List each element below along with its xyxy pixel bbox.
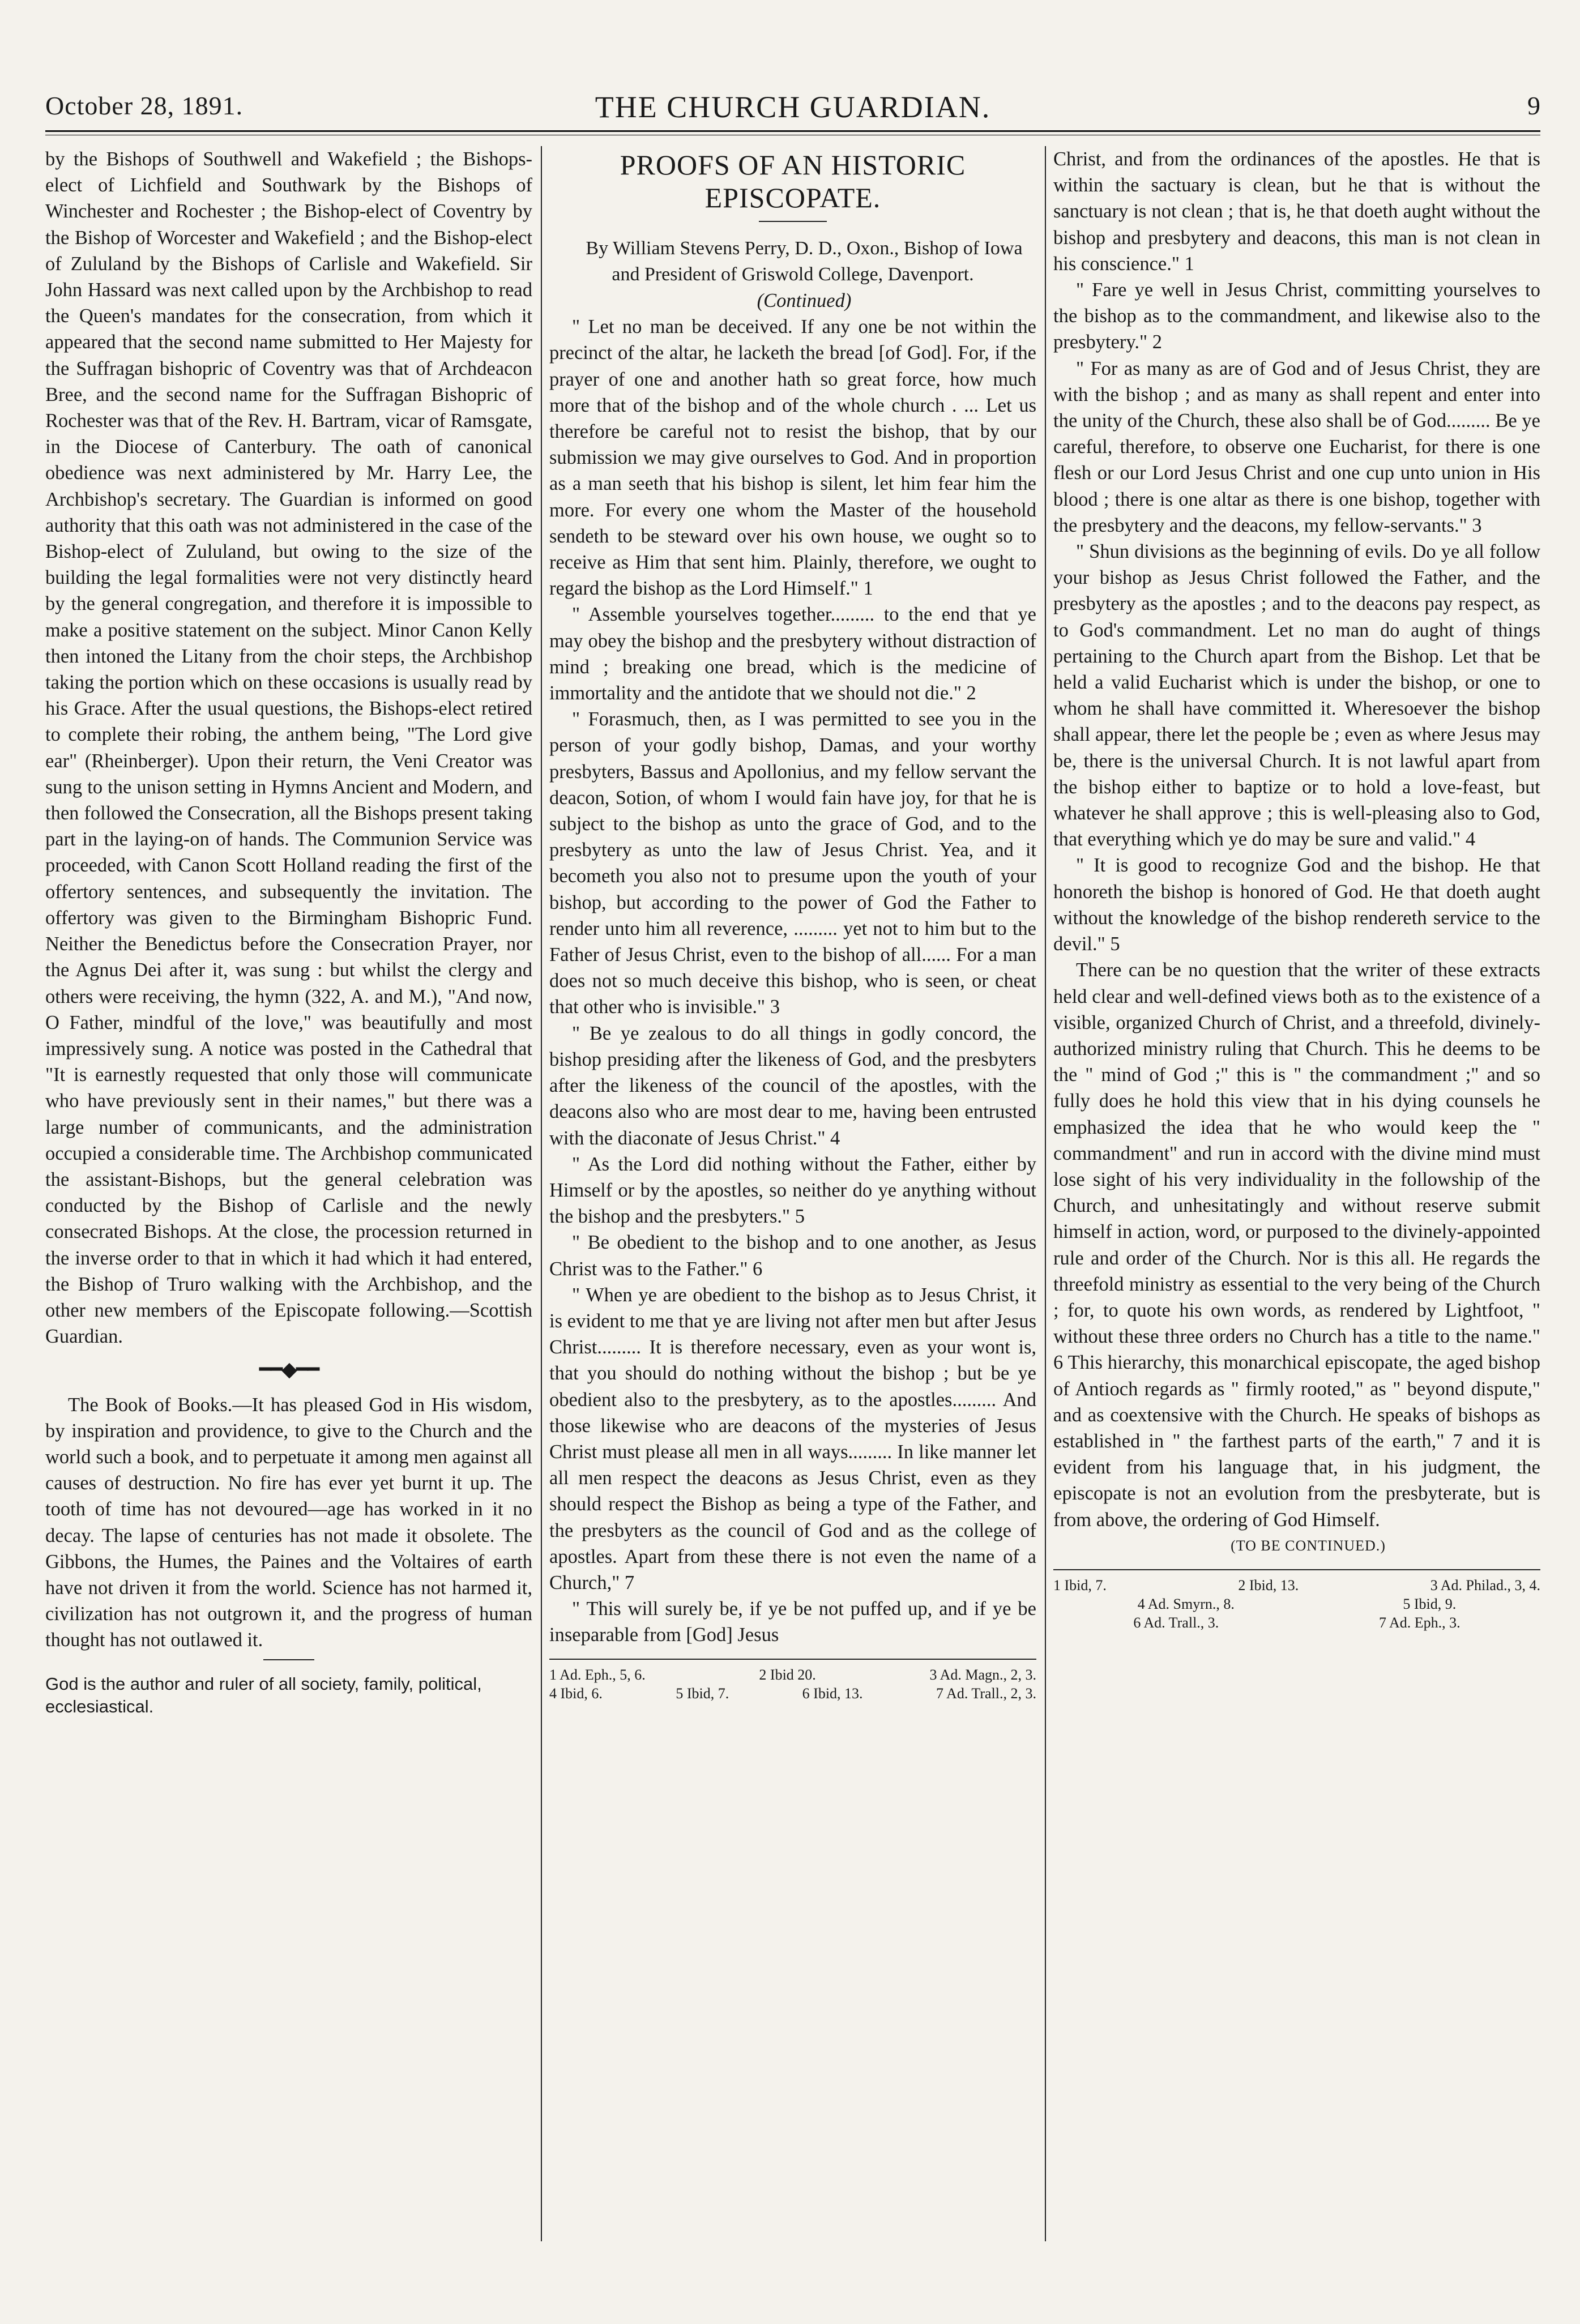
footnote-row [1053, 1595, 1540, 1613]
footnote: 2 Ibid, 13. [1238, 1577, 1299, 1594]
section-ornament: ━━◆━━ [259, 1358, 319, 1381]
footnotes-col3 [1053, 1569, 1540, 1632]
quote-paragraph: " Forasmuch, then, as I was permitted to see you in the person of your godly bishop, Damas, and your worthy presbyters, Bassus and Apollonius, and my fellow servant the deacon, Sotion, of whom I would fain have joy, for that he is subject to the bishop as unto the grace of God, and to the presbytery as unto the law of Jesus Christ. Yea, and it becometh you also not to presume upon the youth of your bishop, but according to the power of God the Father to render unto him all reverence, ......... yet not to him but to the Father of Jesus Christ, even to the bishop of all...... For a man does not so much deceive this bishop, who is seen, or cheat that other who is invisible." 3 [549, 708, 1036, 1018]
closing-note-text: God is the author and ruler of all society, family, political, ecclesiastical. [45, 1673, 482, 1716]
column-divider-1 [541, 146, 542, 2241]
quote-paragraph: Christ, and from the ordinances of the apostles. He that is within the sactuary is clean, but he that is without the sanctuary is not clean ; that is, he that doeth aught without the bishop and presbytery and deacons, this man is not clean in his conscience." 1 [1053, 148, 1540, 275]
footnote: 6 Ad. Trall., 3. [1133, 1614, 1219, 1631]
footnote-rule [1053, 1569, 1540, 1570]
footnote-rule [549, 1659, 1036, 1660]
masthead [45, 85, 1540, 129]
closing-note [45, 1673, 532, 1718]
quote-paragraph: " This will surely be, if ye be not puffed up, and if ye be inseparable from [God] Jesus [549, 1598, 1036, 1646]
column-2 [549, 146, 1036, 2241]
footnotes-col2 [549, 1659, 1036, 1703]
footnote: 7 Ad. Trall., 2, 3. [936, 1685, 1036, 1702]
footnote: 6 Ibid, 13. [802, 1685, 863, 1702]
consecration-report-paragraph: by the Bishops of Southwell and Wakefield ; the Bishops-elect of Lichfield and Southwark by the Bishops of Winchester and Rochester ; the Bishop-elect of Coventry by the Bishop of Worcester and Wakefield ; and the Bishop-elect of Zululand by the Bishops of Carlisle and Wakefield. Sir John Hassard was next called upon by the Archbishop to read the Queen's mandates for the consecration, from which it appeared that the second name submitted to Her Majesty for the Suffragan bishopric of Coventry was that of Archdeacon Bree, and the second name for the Suffragan Bishopric of Rochester was that of the Rev. H. Bartram, vicar of Ramsgate, in the Diocese of Canterbury. The oath of canonical obedience was next administered by Mr. Harry Lee, the Archbishop's secretary. The Guardian is informed on good authority that this oath was not administered in the case of the Bishop-elect of Zululand, but owing to the size of the building the legal formalities were not very distinctly heard by the general congregation, and therefore it is impossible to make a positive statement on the subject. Minor Canon Kelly then intoned the Litany from the choir steps, the Archbishop taking the portion which on these occasions is usually read by his Grace. After the usual questions, the Bishops-elect retired to complete their robing, the anthem being, "The Lord give ear" (Rheinberger). Upon their return, the Veni Creator was sung to the unison setting in Hymns Ancient and Modern, and then followed the Consecration, all the Bishops present taking part in the laying-on of hands. The Communion Service was proceeded, with Canon Scott Holland reading the first of the offertory sentences, and subsequently the invitation. The offertory was given to the Birmingham Bishopric Fund. Neither the Benedictus before the Consecration Prayer, nor the Agnus Dei after it, was sung : but whilst the clergy and others were receiving, the hymn (322, A. and M.), "And now, O Father, mindful of the love," was beautifully and most impressively sung. A notice was posted in the Cathedral that "It is earnestly requested that only those will communicate who have previously sent in their names," but there was a large number of communicants, and the administration occupied a considerable time. The Archbishop communicated the assistant-Bishops, but the general celebration was conducted by the Bishop of Carlisle and the newly consecrated Bishops. At the close, the procession returned in the inverse order to that in which it had which it had entered, the Bishop of Truro walking with the Archbishop, and the other new members of the Episcopate following.—Scottish Guardian. [45, 148, 532, 1348]
quote-paragraph: " When ye are obedient to the bishop as to Jesus Christ, it is evident to me that ye are living not after men but after Jesus Christ......... It is therefore necessary, even as your wont is, that you should do nothing without the bishop ; but be ye obedient also to the presbytery, as to the apostles......... And those likewise who are deacons of the mysteries of Jesus Christ must please all men in all ways......... In like manner let all men respect the deacons as Jesus Christ, even as they should respect the Bishop as being a type of the Father, and the presbyters as the council of God and as the college of apostles. Apart from these there is not even the name of a Church," 7 [549, 1284, 1036, 1594]
quote-paragraph: " Fare ye well in Jesus Christ, committing yourselves to the bishop as to the commandment, and likewise also to the presbytery." 2 [1053, 279, 1540, 353]
page-number: 9 [1527, 91, 1540, 120]
issue-date: October 28, 1891. [45, 91, 244, 120]
footnote-row [1053, 1613, 1540, 1632]
newspaper-title: THE CHURCH GUARDIAN. [595, 90, 991, 124]
quote-paragraph: " Shun divisions as the beginning of evils. Do ye all follow your bishop as Jesus Christ followed the Father, and the presbytery as the apostles ; and to the deacons pay respect, as to God's commandment. Let no man do aught of things pertaining to the Church apart from the Bishop. Let that be held a valid Eucharist which is under the bishop, or one to whom he shall have committed it. Wheresoever the bishop shall appear, there let the people be ; even as where Jesus may be, there is the universal Church. It is not lawful apart from the bishop either to baptize or to hold a love-feast, but whatever he shall approve ; this is well-pleasing also to God, that everything which ye do may be sure and valid." 4 [1053, 541, 1540, 851]
quote-paragraph: " Let no man be deceived. If any one be not within the precinct of the altar, he lacketh the bread [of God]. For, if the prayer of one and another hath so great force, how much more that of the bishop and of the whole church . ... Let us therefore be careful not to resist the bishop, that by our submission we may give ourselves to God. And in proportion as a man seeth that his bishop is silent, let him fear him the more. For every one whom the Master of the household sendeth to be steward over his own house, we ought so to receive as Him that sent him. Plainly, therefore, we ought to regard the bishop as the Lord Himself." 1 [549, 316, 1036, 600]
article-byline: By William Stevens Perry, D. D., Oxon., Bishop of Iowa and President of Griswold College, Davenport. [586, 238, 1023, 285]
quote-paragraph: " Be obedient to the bishop and to one another, as Jesus Christ was to the Father." 6 [549, 1232, 1036, 1280]
footnote-row [549, 1684, 1036, 1703]
to-be-continued-note: (TO BE CONTINUED.) [1231, 1537, 1386, 1554]
footnote: 1 Ad. Eph., 5, 6. [549, 1666, 646, 1683]
footnote: 4 Ad. Smyrn., 8. [1137, 1595, 1235, 1612]
quote-paragraph: " Assemble yourselves together......... to the end that ye may obey the bishop and the presbytery without distraction of mind ; breaking one bread, which is the medicine of immortality and the antidote that we should not die." 2 [549, 604, 1036, 704]
footnote: 5 Ibid, 9. [1403, 1595, 1457, 1612]
column-1 [45, 146, 532, 2241]
quote-paragraph: " As the Lord did nothing without the Father, either by Himself or by the apostles, so neither do ye anything without the bishop and the presbyters." 5 [549, 1153, 1036, 1228]
book-of-books-paragraph: The Book of Books.—It has pleased God in His wisdom, by inspiration and providence, to give to the Church and the world such a book, and to perpetuate it among men against all causes of destruction. No fire has ever yet burnt it up. The tooth of time has not devoured—age has worked in it no decay. The lapse of centuries has not made it obsolete. The Gibbons, the Humes, the Paines and the Voltaires of earth have not driven it from the world. Science has not harmed it, civilization has not outgrown it, and the progress of human thought has not outlawed it. [45, 1394, 532, 1651]
footnote: 3 Ad. Magn., 2, 3. [929, 1666, 1036, 1683]
footnote: 1 Ibid, 7. [1053, 1577, 1107, 1594]
footnote: 4 Ibid, 6. [549, 1685, 603, 1702]
column-divider-2 [1045, 146, 1046, 2241]
footnote: 3 Ad. Philad., 3, 4. [1430, 1577, 1540, 1594]
commentary-paragraph: There can be no question that the writer of these extracts held clear and well-defined views both as to the existence of a visible, organized Church of Christ, and a threefold, divinely-authorized ministry ruling that Church. This he deems to be the " mind of God ;" this is " the commandment ;" and so fully does he hold this view that in his dying counsels he emphasized the idea that he who would keep the " commandment" and run in accord with the divine mind must lose sight of his very individuality in the followship of the Church, and unhesitatingly and without reserve submit himself in action, word, or purposed to the divinely-appointed rule and order of the Church. Nor is this all. He regards the threefold ministry as essential to the very being of the Church ; for, to quote his own words, as rendered by Lightfoot, " without these three orders no Church has a title to the name." 6 This hierarchy, this monarchical episcopate, the aged bishop of Antioch regards as " firmly rooted," as " beyond dispute," and as coextensive with the Church. He speaks of bishops as established in " the farthest parts of the earth," 7 and it is evident from his language that, in his judgment, the episcopate is not an evolution from the presbyterate, but is from above, the ordering of God Himself. [1053, 959, 1540, 1531]
footnote-row [549, 1665, 1036, 1684]
masthead-rule [45, 130, 1540, 132]
footnote-row [1053, 1576, 1540, 1595]
quote-paragraph: " Be ye zealous to do all things in godly concord, the bishop presiding after the likeness of God, and the presbyters after the likeness of the council of the apostles, with the deacons also who are most dear to me, having been entrusted with the diaconate of Jesus Christ." 4 [549, 1022, 1036, 1149]
footnote: 7 Ad. Eph., 3. [1378, 1614, 1461, 1631]
quote-paragraph: " For as many as are of God and of Jesus Christ, they are with the bishop ; and as many as shall repent and enter into the unity of the Church, these also shall be of God......... Be ye careful, therefore, to observe one Eucharist, for there is one flesh or our Lord Jesus Christ and one cup unto union in His blood ; there is one altar as there is one bishop, together with the presbytery and the deacons, my fellow-servants." 3 [1053, 357, 1540, 536]
article-title: PROOFS OF AN HISTORIC EPISCOPATE. [620, 149, 966, 213]
continued-note: (Continued) [757, 290, 852, 311]
quote-paragraph: " It is good to recognize God and the bishop. He that honoreth the bishop is honored of God. He that doeth aught without the knowledge of the bishop rendereth service to the devil." 5 [1053, 855, 1540, 955]
footnote: 2 Ibid 20. [759, 1666, 816, 1683]
title-rule [759, 221, 827, 222]
separator-rule [263, 1659, 314, 1660]
column-3 [1053, 146, 1540, 2241]
footnote: 5 Ibid, 7. [676, 1685, 729, 1702]
